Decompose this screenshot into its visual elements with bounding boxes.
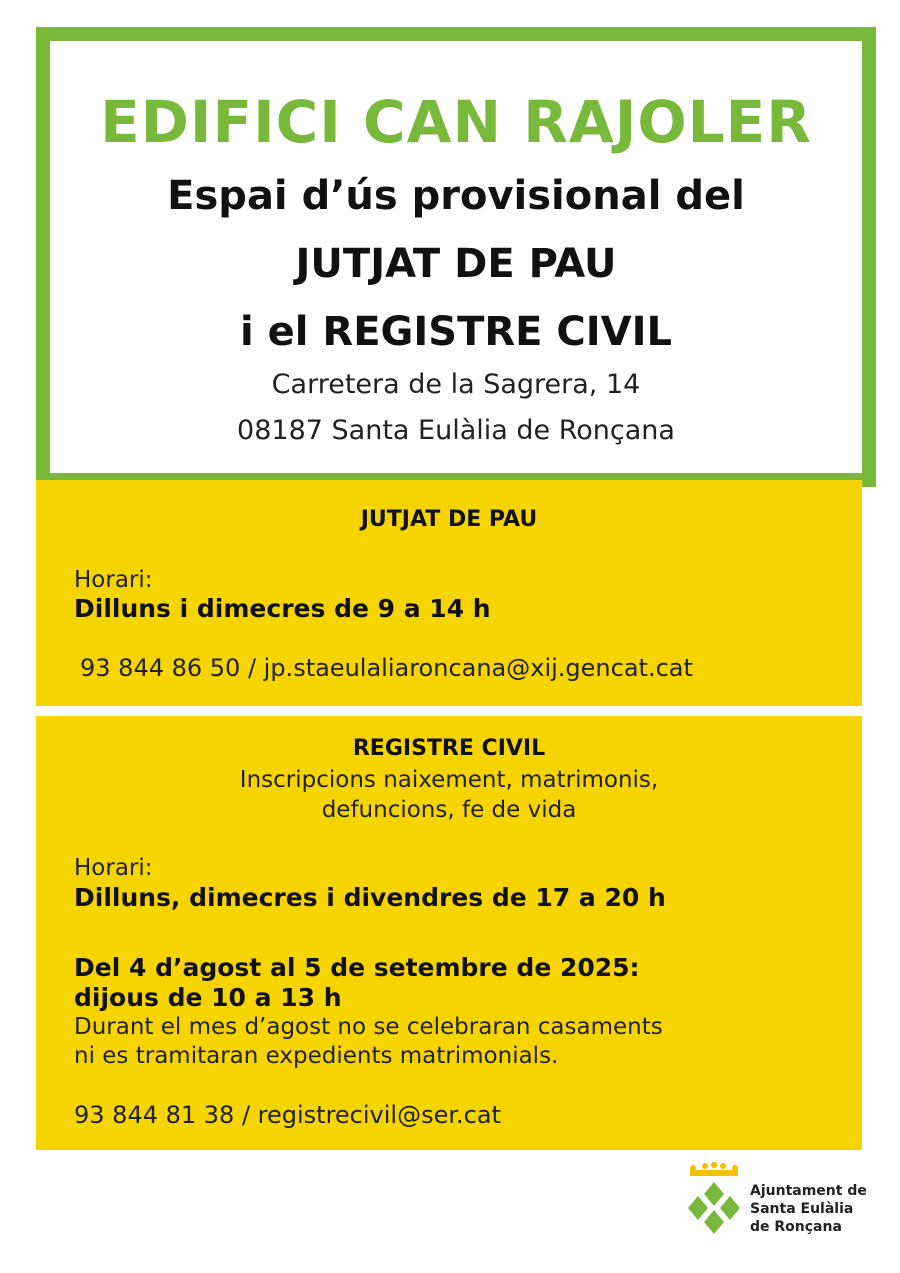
main-title: EDIFICI CAN RAJOLER (100, 88, 812, 156)
registre-summer-period: Del 4 d’agost al 5 de setembre de 2025: (74, 953, 640, 982)
subtitle-line-1: Espai d’ús provisional del (167, 173, 745, 219)
jutjat-heading: JUTJAT DE PAU (360, 507, 538, 532)
registre-panel (36, 716, 862, 1150)
registre-contact: 93 844 81 38 / registrecivil@ser.cat (74, 1101, 501, 1129)
address-street: Carretera de la Sagrera, 14 (271, 369, 641, 400)
registre-note-line-1: Durant el mes d’agost no se celebraran casaments (74, 1014, 663, 1040)
address-city: 08187 Santa Eulàlia de Ronçana (237, 415, 675, 446)
jutjat-hours: Dilluns i dimecres de 9 a 14 h (74, 594, 491, 623)
registre-summer-hours: dijous de 10 a 13 h (74, 983, 342, 1012)
subtitle-line-3: i el REGISTRE CIVIL (240, 309, 672, 355)
registre-hours: Dilluns, dimecres i divendres de 17 a 20 h (74, 883, 666, 912)
jutjat-hours-label: Horari: (74, 567, 153, 593)
registre-heading: REGISTRE CIVIL (352, 736, 546, 761)
municipality-logo (684, 1160, 884, 1250)
jutjat-panel (36, 480, 862, 706)
registre-description-line-2: defuncions, fe de vida (321, 797, 577, 823)
logo-text-line-3: de Ronçana (750, 1219, 842, 1235)
logo-text (750, 1182, 867, 1236)
registre-description-line-1: Inscripcions naixement, matrimonis, (239, 767, 659, 793)
logo-text-line-2: Santa Eulàlia (750, 1201, 854, 1217)
registre-note-line-2: ni es tramitaran expedients matrimonials. (74, 1043, 559, 1069)
subtitle-line-2: JUTJAT DE PAU (295, 241, 617, 287)
logo-text-line-1: Ajuntament de (750, 1183, 867, 1199)
registre-hours-label: Horari: (74, 855, 153, 881)
title-box (36, 27, 876, 487)
jutjat-contact: 93 844 86 50 / jp.staeulaliaroncana@xij.gencat.cat (80, 654, 693, 682)
coat-of-arms-icon (684, 1160, 744, 1250)
